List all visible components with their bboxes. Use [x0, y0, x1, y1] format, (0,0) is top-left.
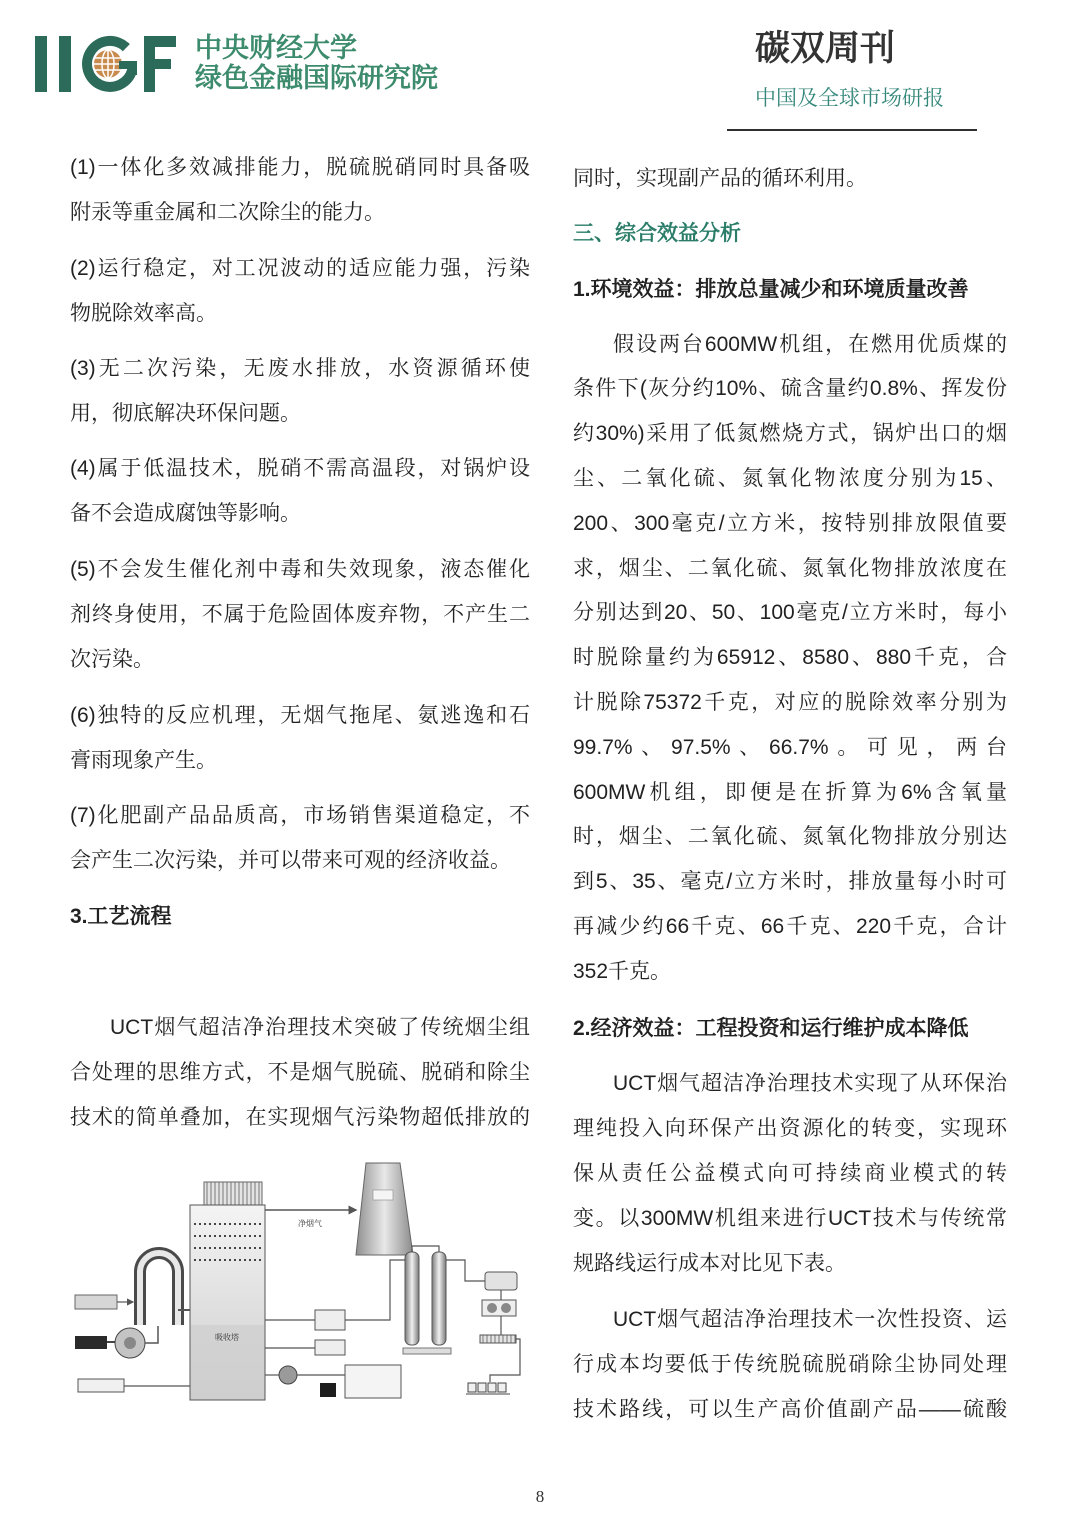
text-line: 假设两台600MW机组，在燃用优质煤的 — [613, 332, 1007, 356]
feature-item-2 — [70, 246, 530, 336]
pipe-to-tubes — [345, 1260, 405, 1320]
text-line: 次污染。 — [70, 647, 154, 671]
org-name-line2: 绿色金融国际研究院 — [195, 63, 438, 93]
reactor-tube-2 — [432, 1252, 446, 1345]
text-line: UCT烟气超洁净治理技术突破了传统烟尘组 — [110, 1015, 530, 1039]
feature-item-5 — [70, 547, 530, 682]
subsection-heading-text: 1.环境效益：排放总量减少和环境质量改善 — [573, 277, 969, 301]
text-line: 剂终身使用，不属于危险固体废弃物，不产生二 — [70, 602, 530, 626]
publication-title: 碳双周刊 — [755, 29, 896, 68]
economic-benefit-paragraph-2 — [573, 1297, 1007, 1432]
pipe-to-product — [490, 1339, 520, 1382]
header-divider — [727, 129, 977, 131]
text-line: 352千克。 — [573, 959, 672, 983]
raw-gas-box — [75, 1295, 117, 1309]
centrifuge-roller-1 — [487, 1303, 497, 1313]
feature-item-1 — [70, 145, 530, 235]
clean-gas-label: 净烟气 — [298, 1219, 322, 1228]
text-line: 理纯投入向环保产出资源化的转变，实现环 — [573, 1116, 1007, 1140]
text-line: 膏雨现象产生。 — [70, 748, 217, 772]
storage-tank — [345, 1365, 401, 1398]
text-line: (6)独特的反应机理，无烟气拖尾、氨逃逸和石 — [70, 703, 530, 727]
centrifuge-roller-2 — [501, 1303, 511, 1313]
text-line: 计脱除75372千克，对应的脱除效率分别为 — [573, 690, 1007, 714]
fan-motor — [75, 1336, 107, 1349]
pipe-to-separator — [446, 1260, 485, 1281]
text-line: 600MW机组，即便是在折算为6%含氧量 — [573, 780, 1007, 804]
absorber-top-section — [204, 1182, 262, 1206]
tube-base — [403, 1348, 451, 1354]
text-line: 求，烟尘、二氧化硫、氮氧化物排放浓度在 — [573, 556, 1007, 580]
tube-top-connector — [412, 1246, 439, 1252]
text-line: 时脱除量约为65912、8580、880千克，合 — [573, 646, 1007, 670]
text-line: (3)无二次污染，无废水排放，水资源循环使 — [70, 356, 530, 380]
feature-item-4 — [70, 446, 530, 536]
text-line: 规路线运行成本对比见下表。 — [573, 1251, 846, 1275]
benefit-section-heading — [573, 211, 1007, 256]
text-line: 会产生二次污染，并可以带来可观的经济收益。 — [70, 848, 511, 872]
circulation-pump-icon — [279, 1366, 297, 1384]
publication-subtitle: 中国及全球市场研报 — [755, 87, 944, 110]
logo-letter-f — [144, 36, 176, 92]
text-line: 到5、35、毫克/立方米时，排放量每小时可 — [573, 870, 1007, 894]
tank-upper — [315, 1310, 345, 1330]
chimney — [356, 1163, 413, 1255]
separator-vessel — [485, 1272, 517, 1290]
feature-item-3 — [70, 346, 530, 436]
text-line: 技术的简单叠加，在实现烟气污染物超低排放的 — [70, 1105, 530, 1129]
dryer-conveyor — [480, 1335, 516, 1343]
process-section-heading — [70, 894, 530, 939]
economic-benefit-paragraph-1 — [573, 1061, 1007, 1286]
product-bags — [468, 1383, 506, 1392]
text-line: (7)化肥副产品品质高，市场销售渠道稳定，不 — [70, 803, 530, 827]
text-line: 用，彻底解决环保问题。 — [70, 401, 301, 425]
text-line: 时，烟尘、二氧化硫、氮氧化物排放分别达 — [573, 825, 1007, 849]
org-name-line1: 中央财经大学 — [195, 33, 357, 63]
text-line: 同时，实现副产品的循环利用。 — [573, 166, 867, 190]
text-line: 变。以300MW机组来进行UCT技术与传统常 — [573, 1206, 1007, 1230]
text-line: (2)运行稳定，对工况波动的适应能力强，污染 — [70, 256, 530, 280]
continuation-paragraph — [573, 156, 1007, 201]
feature-item-6 — [70, 693, 530, 783]
logo-letter-i-first — [35, 36, 47, 92]
feature-item-7 — [70, 793, 530, 883]
text-line: UCT烟气超洁净治理技术实现了从环保治 — [613, 1071, 1007, 1095]
logo-letter-i-second — [59, 36, 71, 92]
text-line: 附汞等重金属和二次除尘的能力。 — [70, 200, 385, 224]
text-line: UCT烟气超洁净治理技术一次性投资、运 — [613, 1307, 1007, 1331]
process-paragraph — [70, 1005, 530, 1140]
text-line: 技术路线，可以生产高价值副产品——硫酸 — [573, 1397, 1007, 1421]
environmental-benefit-paragraph — [573, 323, 1007, 995]
text-line: 备不会造成腐蚀等影响。 — [70, 501, 301, 525]
text-line: 分别达到20、50、100毫克/立方米时，每小 — [573, 601, 1007, 625]
text-line: 99.7%、97.5%、66.7%。可见，两台 — [573, 735, 1007, 759]
tank-lower — [315, 1340, 345, 1355]
text-line: 尘、二氧化硫、氮氧化物浓度分别为15、 — [573, 466, 1007, 490]
text-line: 保从责任公益模式向可持续商业模式的转 — [573, 1161, 1007, 1185]
text-line: 约30%)采用了低氮燃烧方式，锅炉出口的烟 — [573, 422, 1007, 446]
logo-globe-icon — [94, 50, 122, 78]
environmental-benefit-heading — [573, 267, 1007, 312]
chimney-plate — [373, 1190, 393, 1200]
page-number: 8 — [535, 1487, 545, 1506]
text-line: (5)不会发生催化剂中毒和失效现象，液态催化 — [70, 557, 530, 581]
inlet-duct — [140, 1253, 178, 1325]
economic-benefit-heading — [573, 1006, 1007, 1051]
text-line: 合处理的思维方式，不是烟气脱硫、脱硝和除尘 — [70, 1060, 530, 1084]
section-heading-text: 三、综合效益分析 — [573, 221, 741, 245]
reactor-tube-1 — [405, 1252, 419, 1345]
text-line: (1)一体化多效减排能力，脱硫脱硝同时具备吸 — [70, 155, 530, 179]
text-line: 条件下(灰分约10%、硫含量约0.8%、挥发份 — [573, 377, 1007, 401]
fan-outlet-pipe — [145, 1326, 158, 1343]
text-line: (4)属于低温技术，脱硝不需高温段，对锅炉设 — [70, 456, 530, 480]
water-box — [78, 1379, 124, 1392]
subsection-heading-text: 2.经济效益：工程投资和运行维护成本降低 — [573, 1016, 969, 1040]
iigf-logo — [33, 33, 178, 95]
text-line: 再减少约66千克、66千克、220千克，合计 — [573, 914, 1007, 938]
process-flow-diagram — [70, 1160, 525, 1410]
text-line: 行成本均要低于传统脱硫脱硝除尘协同处理 — [573, 1352, 1007, 1376]
dark-container — [320, 1383, 336, 1397]
text-line: 200、300毫克/立方米，按特别排放限值要 — [573, 511, 1007, 535]
absorber-label: 吸收塔 — [215, 1333, 239, 1342]
section-heading-text: 3.工艺流程 — [70, 904, 172, 928]
fan-hub — [124, 1337, 136, 1349]
text-line: 物脱除效率高。 — [70, 301, 217, 325]
